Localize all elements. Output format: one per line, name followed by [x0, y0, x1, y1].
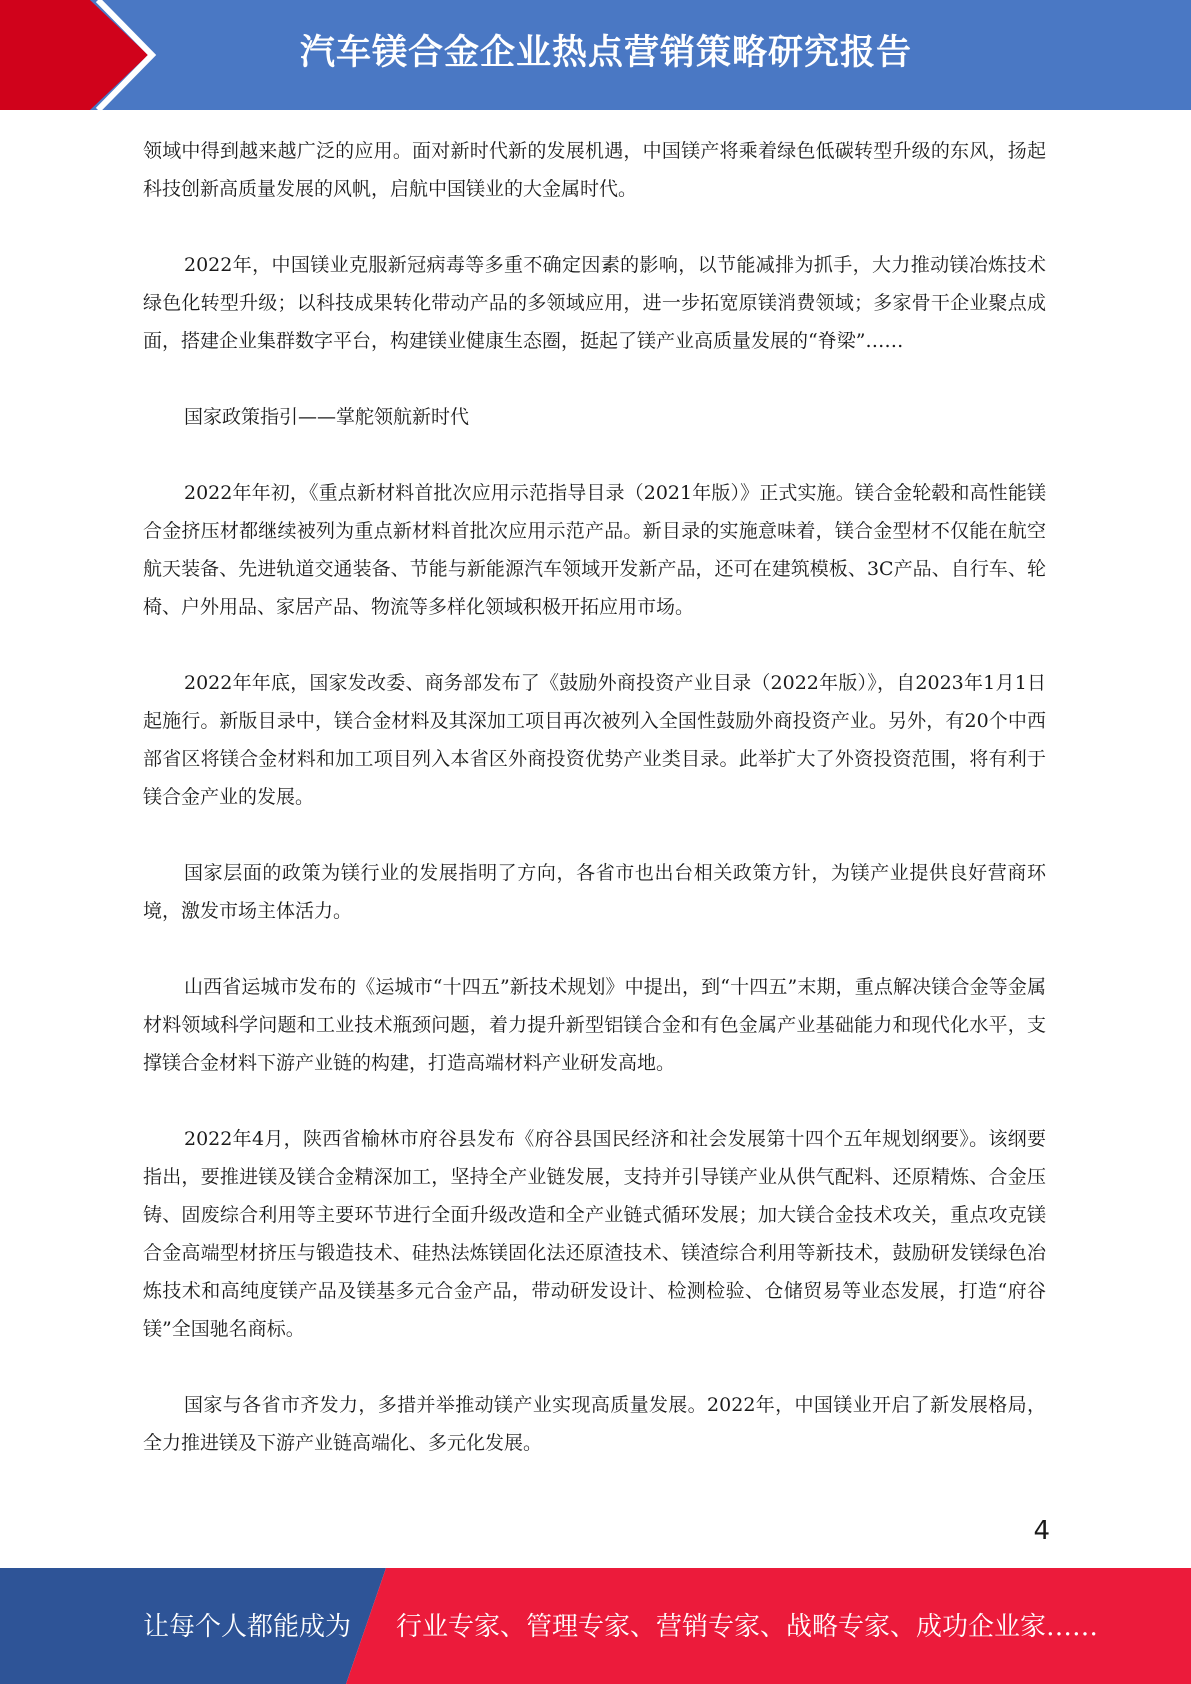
page-header: [0, 0, 1191, 110]
paragraph-4: 2022年年底，国家发改委、商务部发布了《鼓励外商投资产业目录（2022年版）》，自2023年1月1日起施行。新版目录中，镁合金材料及其深加工项目再次被列入全国性鼓励外商投资产业。另外，有20个中西部省区将镁合金材料和加工项目列入本省区外商投资优势产业类目录。此举扩大了外资投资范围，将有利于镁合金产业的发展。: [143, 672, 1046, 808]
paragraph-5: 国家层面的政策为镁行业的发展指明了方向，各省市也出台相关政策方针，为镁产业提供良好营商环境，激发市场主体活力。: [143, 862, 1046, 922]
paragraph-3: 2022年年初，《重点新材料首批次应用示范指导目录（2021年版）》正式实施。镁合金轮毂和高性能镁合金挤压材都继续被列为重点新材料首批次应用示范产品。新目录的实施意味着，镁合金型材不仅能在航空航天装备、先进轨道交通装备、节能与新能源汽车领域开发新产品，还可在建筑模板、3C产品、自行车、轮椅、户外用品、家居产品、物流等多样化领域积极开拓应用市场。: [143, 482, 1046, 618]
section-heading: 国家政策指引——掌舵领航新时代: [184, 406, 470, 428]
paragraph-7: 2022年4月，陕西省榆林市府谷县发布《府谷县国民经济和社会发展第十四个五年规划纲要》。该纲要指出，要推进镁及镁合金精深加工，坚持全产业链发展，支持并引导镁产业从供气配料、还原精炼、合金压铸、固废综合利用等主要环节进行全面升级改造和全产业链式循环发展；加大镁合金技术攻关，重点攻克镁合金高端型材挤压与锻造技术、硅热法炼镁固化法还原渣技术、镁渣综合利用等新技术，鼓励研发镁绿色冶炼技术和高纯度镁产品及镁基多元合金产品，带动研发设计、检测检验、仓储贸易等业态发展，打造“府谷镁”全国驰名商标。: [143, 1128, 1046, 1340]
paragraph-1: 领域中得到越来越广泛的应用。面对新时代新的发展机遇，中国镁产将乘着绿色低碳转型升级的东风，扬起科技创新高质量发展的风帆，启航中国镁业的大金属时代。: [143, 140, 1046, 200]
page-title: 汽车镁合金企业热点营销策略研究报告: [300, 33, 913, 73]
footer-slogan-left: 让每个人都能成为: [143, 1612, 352, 1642]
page-number: 4: [1033, 1516, 1050, 1546]
footer-slogan-right: 行业专家、管理专家、营销专家、战略专家、成功企业家……: [396, 1612, 1099, 1642]
header-red-chevron: [0, 0, 148, 110]
paragraph-2: 2022年，中国镁业克服新冠病毒等多重不确定因素的影响，以节能减排为抓手，大力推动镁冶炼技术绿色化转型升级；以科技成果转化带动产品的多领域应用，进一步拓宽原镁消费领域；多家骨干企业聚点成面，搭建企业集群数字平台，构建镁业健康生态圈，挺起了镁产业高质量发展的“脊梁”……: [143, 254, 1046, 352]
report-body: [143, 132, 1046, 1500]
page-footer: [0, 1568, 1191, 1684]
paragraph-6: 山西省运城市发布的《运城市“十四五”新技术规划》中提出，到“十四五”末期，重点解决镁合金等金属材料领域科学问题和工业技术瓶颈问题，着力提升新型铝镁合金和有色金属产业基础能力和现代化水平，支撑镁合金材料下游产业链的构建，打造高端材料产业研发高地。: [143, 976, 1046, 1074]
paragraph-8: 国家与各省市齐发力，多措并举推动镁产业实现高质量发展。2022年，中国镁业开启了新发展格局，全力推进镁及下游产业链高端化、多元化发展。: [143, 1394, 1046, 1454]
